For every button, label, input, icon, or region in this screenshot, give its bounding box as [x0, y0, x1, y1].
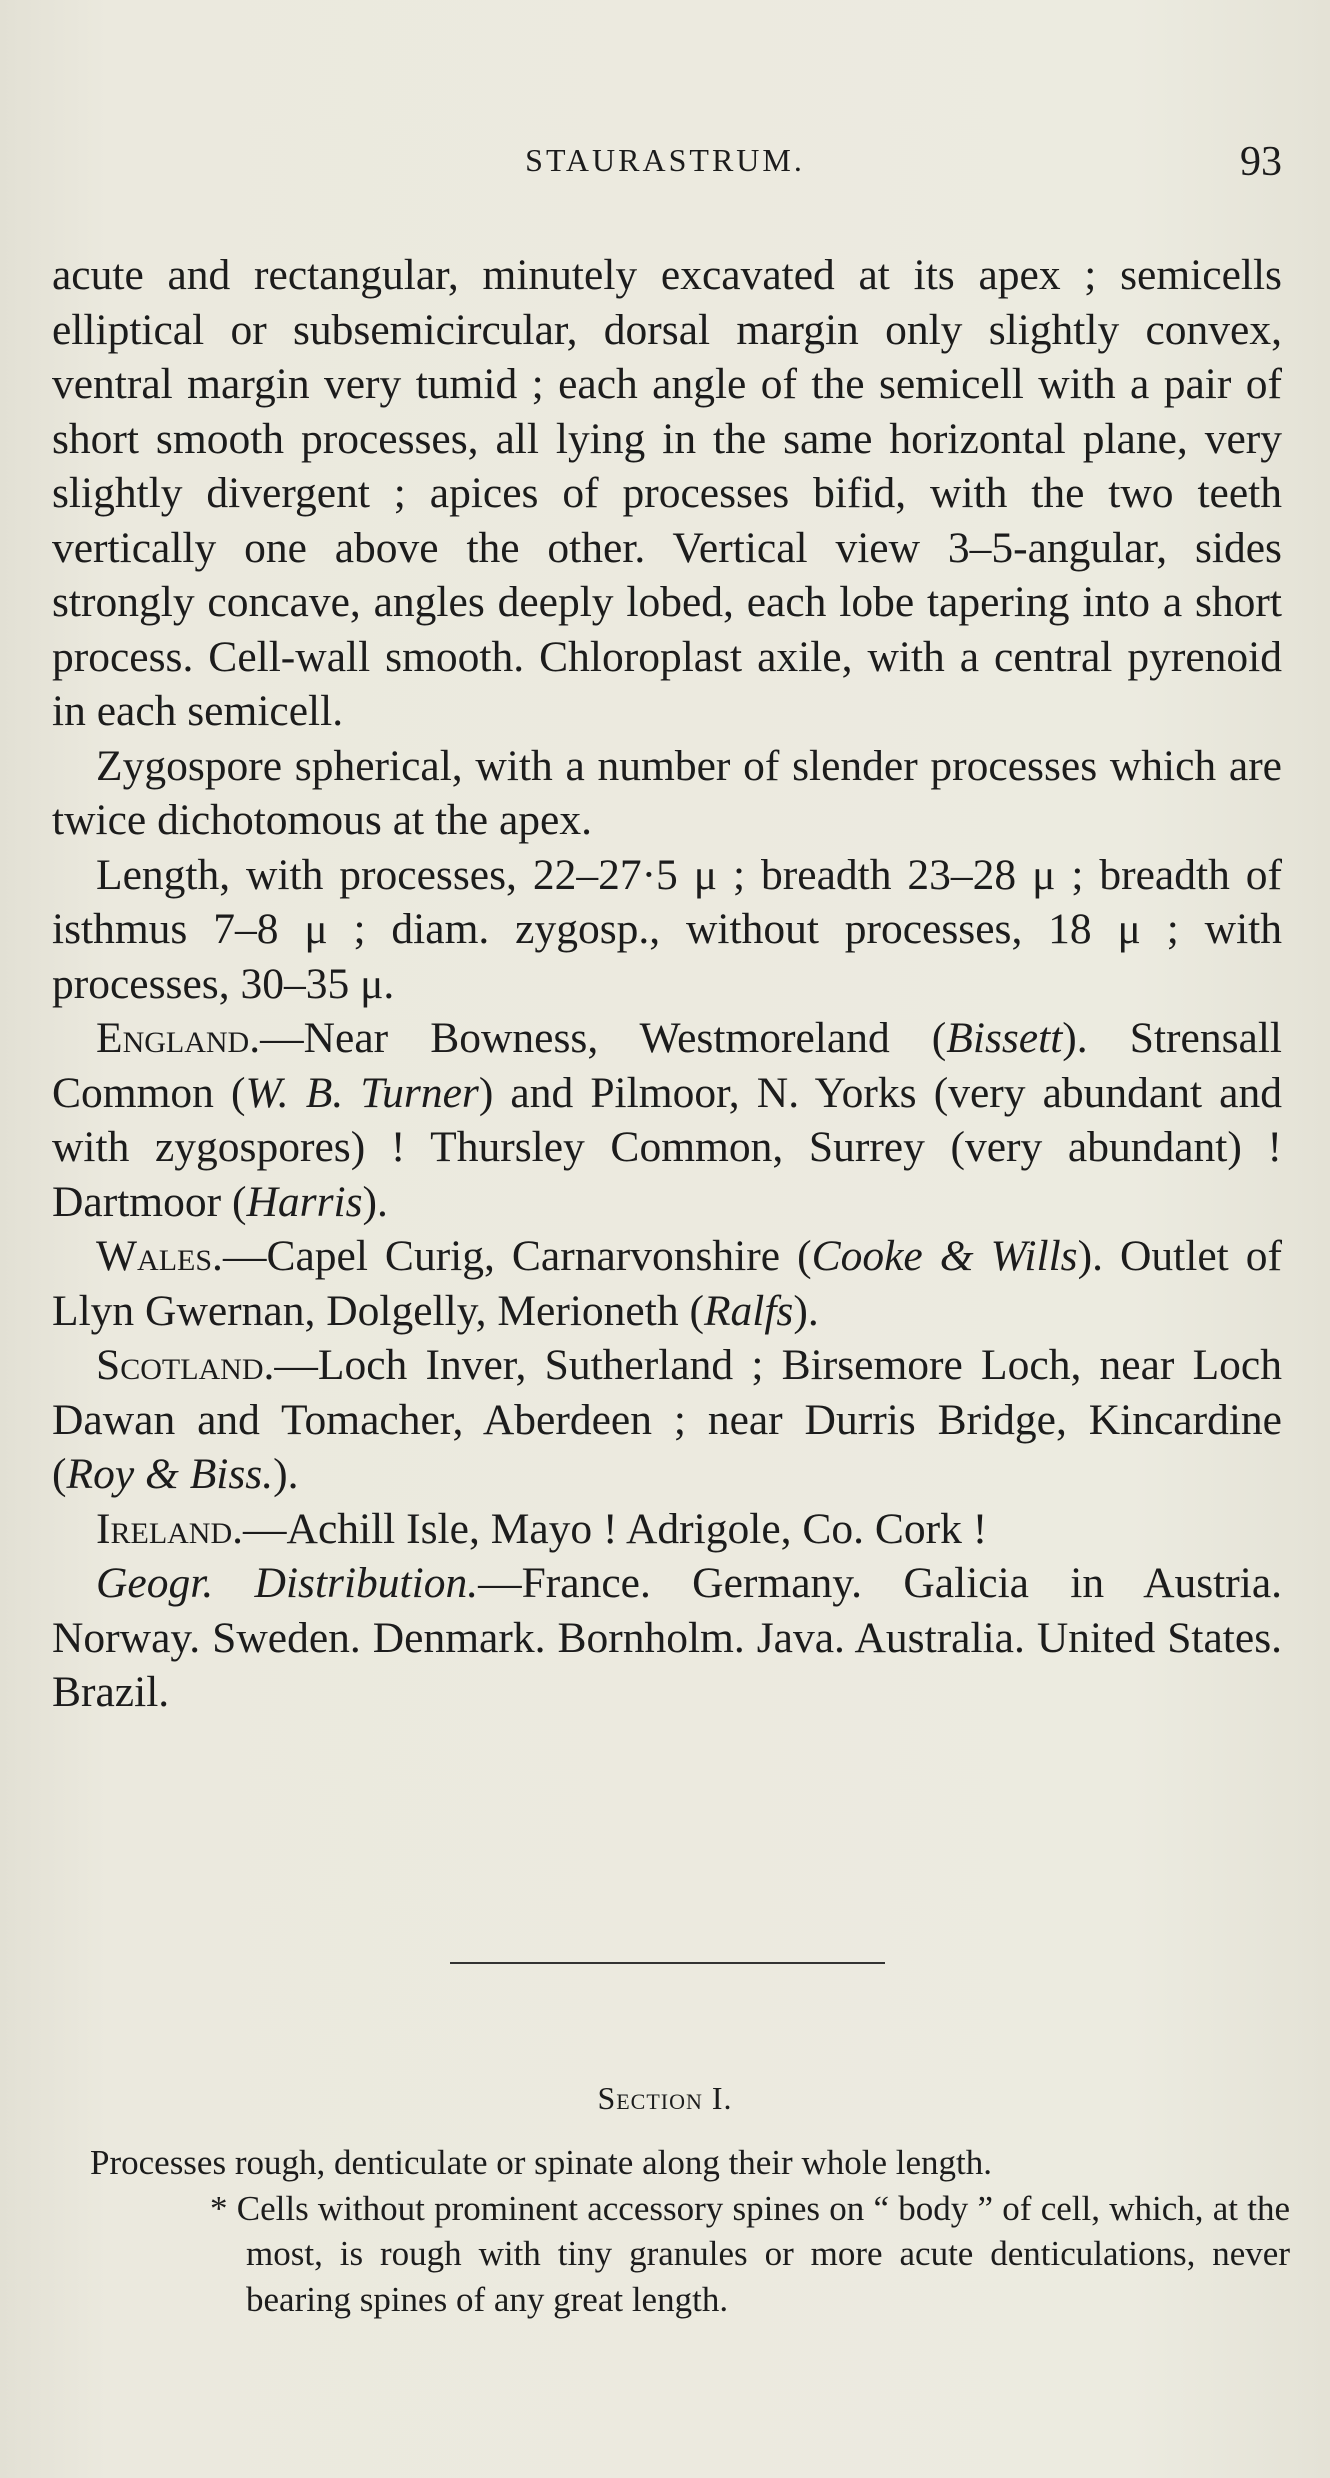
- collector-name: Roy & Biss.: [66, 1450, 274, 1498]
- running-head: [0, 138, 1330, 194]
- locality-wales: [52, 1229, 1282, 1338]
- geographic-distribution: [52, 1556, 1282, 1720]
- section-divider: [450, 1962, 885, 1964]
- key-subdivision: * Cells without prominent accessory spines on “ body ” of cell, which, at the most, is rough with tiny granules or more acute denticulations, never bearing spines of any great length.: [210, 2188, 1290, 2319]
- section-heading: Section I.: [597, 2080, 733, 2116]
- page-number: 93: [1240, 139, 1282, 185]
- collector-name: Cooke & Wills: [811, 1232, 1078, 1280]
- locality-label-scotland: Scotland.: [96, 1341, 275, 1389]
- collector-name: Bissett: [946, 1014, 1063, 1062]
- locality-text: ). Strensall Common (: [52, 1014, 1282, 1117]
- section-key: [90, 2140, 1290, 2322]
- locality-text: ).: [362, 1177, 388, 1226]
- zygospore-paragraph: Zygospore spherical, with a number of slender processes which are twice dichotomous at the apex.: [52, 741, 1282, 844]
- locality-text: ).: [793, 1286, 819, 1335]
- locality-text: ). Outlet of Llyn Gwernan, Dolgelly, Merioneth (: [52, 1232, 1282, 1335]
- collector-name: Harris: [246, 1177, 363, 1226]
- locality-text: —Near Bowness, Westmoreland (: [260, 1014, 947, 1062]
- locality-label-wales: Wales.: [96, 1232, 223, 1280]
- locality-text: —Loch Inver, Sutherland ; Birsemore Loch, near Loch Dawan and Tomacher, Aberdeen ; near Durris Bridge, Kincardine (: [52, 1341, 1282, 1498]
- locality-england: [52, 1011, 1282, 1229]
- locality-label-england: England.: [96, 1014, 261, 1062]
- distribution-label: Geogr. Distribution.: [96, 1559, 479, 1607]
- locality-text: —Achill Isle, Mayo ! Adrigole, Co. Cork !: [243, 1504, 988, 1553]
- description-paragraph: acute and rectangular, minutely excavated at its apex ; semicells elliptical or subsemicircular, dorsal margin only slightly convex, ventral margin very tumid ; each angle of the semicell with a pair of short smooth processes, all lying in the same horizontal plane, very slightly divergent ; apices of processes bifid, with the two teeth vertically one above the other. Vertical view 3–5-angular, sides strongly concave, angles deeply lobed, each lobe tapering into a short process. Cell-wall smooth. Chloroplast axile, with a central pyrenoid in each semicell.: [52, 251, 1282, 735]
- running-title: STAURASTRUM.: [525, 142, 805, 178]
- locality-text: —Capel Curig, Carnarvonshire (: [222, 1232, 812, 1280]
- locality-label-ireland: Ireland.: [96, 1504, 244, 1553]
- locality-ireland: [52, 1502, 1282, 1557]
- body-text: [52, 248, 1282, 1720]
- measurements-paragraph: Length, with processes, 22–27·5 μ ; breadth 23–28 μ ; breadth of isthmus 7–8 μ ; diam. zygosp., without processes, 18 μ ; with processes, 30–35 μ.: [52, 850, 1282, 1008]
- locality-text: ).: [273, 1450, 299, 1498]
- collector-name: W. B. Turner: [245, 1068, 479, 1117]
- key-lead: Processes rough, denticulate or spinate along their whole length.: [90, 2143, 992, 2182]
- collector-name: Ralfs: [703, 1286, 794, 1335]
- locality-scotland: [52, 1338, 1282, 1502]
- locality-text: ) and Pilmoor, N. Yorks (very abundant and with zygospores) ! Thursley Common, Surrey (very abundant) ! Dartmoor (: [52, 1068, 1282, 1226]
- distribution-text: —France. Germany. Galicia in Austria. Norway. Sweden. Denmark. Bornholm. Java. Australia. United States. Brazil.: [52, 1559, 1282, 1716]
